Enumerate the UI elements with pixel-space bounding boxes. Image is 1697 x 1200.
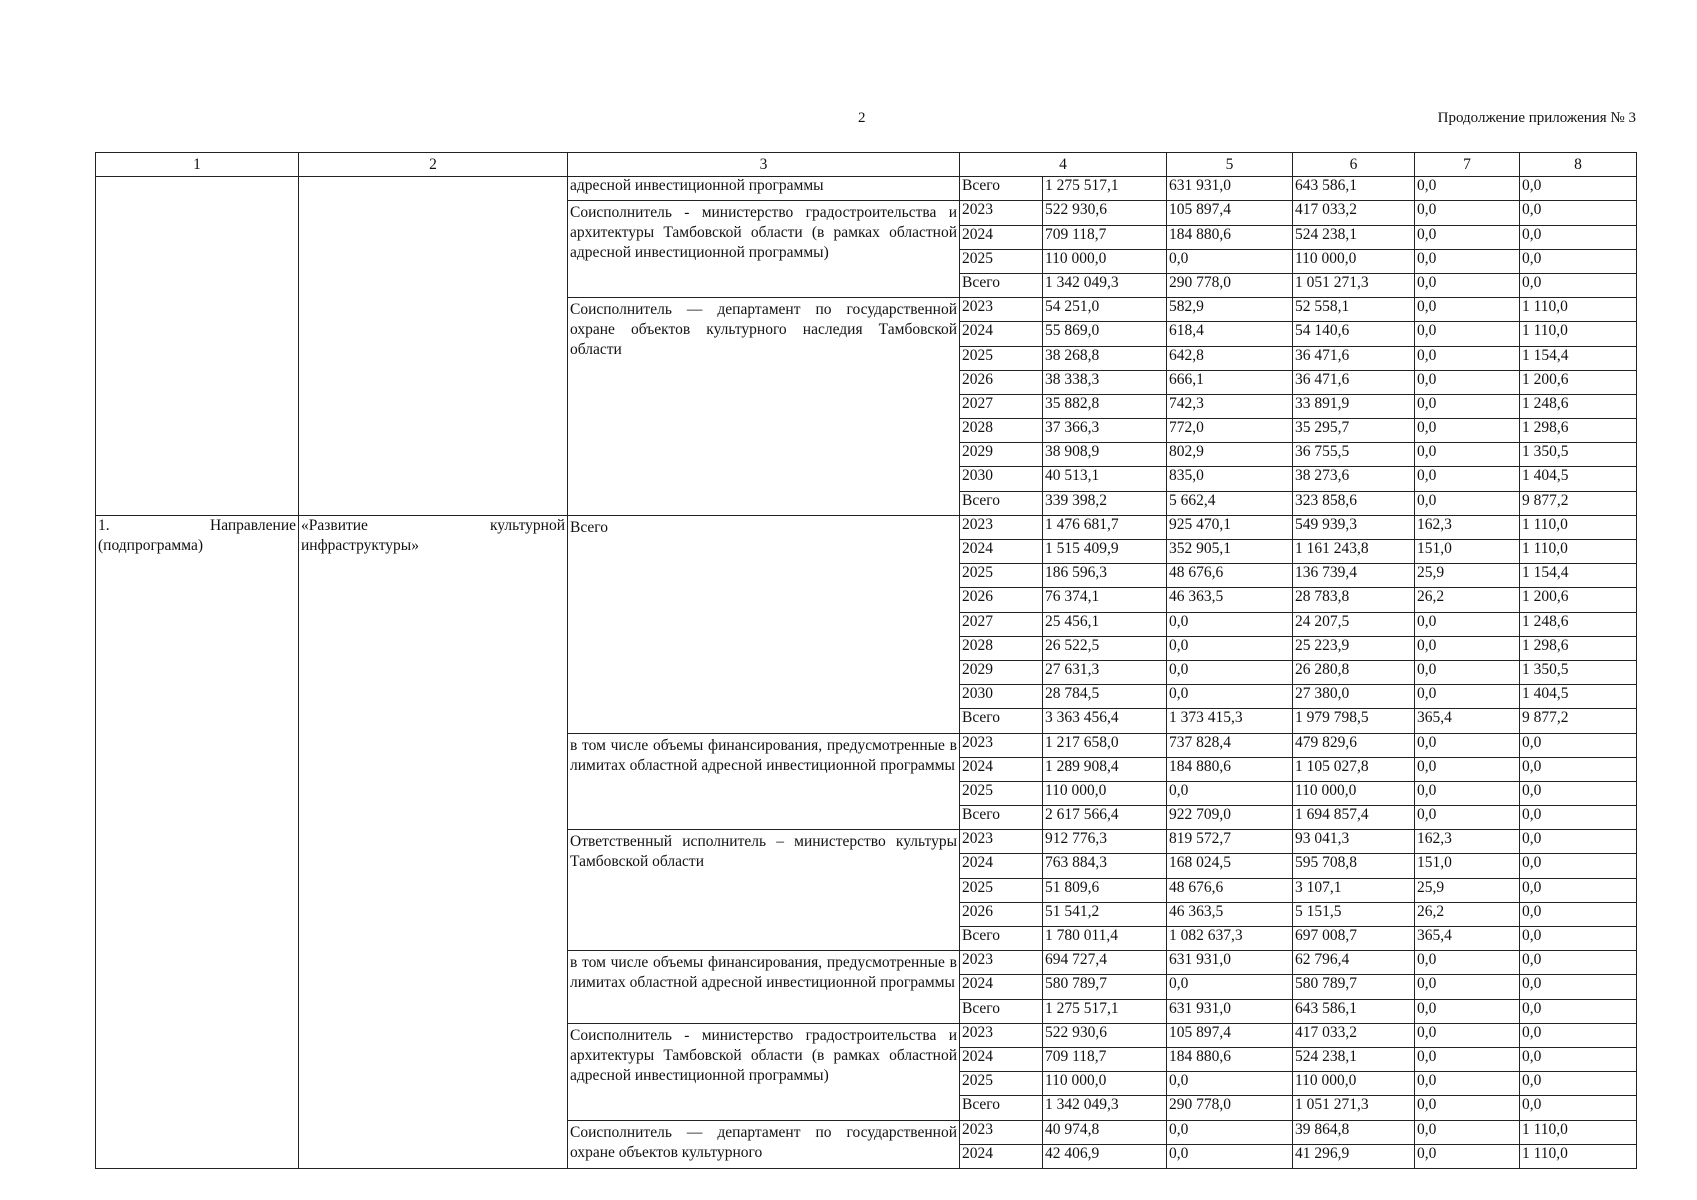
extra-cell: 0,0	[1520, 781, 1637, 805]
total-cell: 26 522,5	[1043, 636, 1167, 660]
local-cell: 0,0	[1415, 1023, 1520, 1047]
year-cell: 2025	[960, 249, 1043, 273]
column-number: 4	[960, 153, 1167, 177]
extra-cell: 0,0	[1520, 225, 1637, 249]
direction-cell: 1. Направление (подпрограмма)	[96, 515, 299, 1168]
year-cell: 2024	[960, 322, 1043, 346]
column-number: 1	[96, 153, 299, 177]
regional-cell: 41 296,9	[1293, 1144, 1415, 1168]
regional-cell: 24 207,5	[1293, 612, 1415, 636]
federal-cell: 631 931,0	[1167, 951, 1293, 975]
regional-cell: 323 858,6	[1293, 491, 1415, 515]
appendix-continuation-label: Продолжение приложения № 3	[1437, 110, 1636, 126]
funding-table-body	[96, 153, 1637, 1169]
year-cell: 2023	[960, 1023, 1043, 1047]
regional-cell: 549 939,3	[1293, 515, 1415, 539]
total-cell: 51 541,2	[1043, 902, 1167, 926]
local-cell: 0,0	[1415, 1072, 1520, 1096]
extra-cell: 1 404,5	[1520, 685, 1637, 709]
year-cell: 2027	[960, 612, 1043, 636]
year-cell: 2024	[960, 1144, 1043, 1168]
executor-cell: в том числе объемы финансирования, предусмотренные в лимитах областной адресной инвестиционной программы	[568, 733, 960, 830]
total-cell: 28 784,5	[1043, 685, 1167, 709]
local-cell: 0,0	[1415, 685, 1520, 709]
total-cell: 3 363 456,4	[1043, 709, 1167, 733]
total-cell: 1 275 517,1	[1043, 999, 1167, 1023]
total-cell: 522 930,6	[1043, 201, 1167, 225]
regional-cell: 26 280,8	[1293, 660, 1415, 684]
local-cell: 0,0	[1415, 1096, 1520, 1120]
year-cell: 2026	[960, 902, 1043, 926]
regional-cell: 110 000,0	[1293, 1072, 1415, 1096]
year-cell: 2024	[960, 854, 1043, 878]
year-cell: Всего	[960, 177, 1043, 201]
local-cell: 0,0	[1415, 1120, 1520, 1144]
regional-cell: 27 380,0	[1293, 685, 1415, 709]
local-cell: 0,0	[1415, 467, 1520, 491]
federal-cell: 666,1	[1167, 370, 1293, 394]
federal-cell: 631 931,0	[1167, 999, 1293, 1023]
local-cell: 365,4	[1415, 927, 1520, 951]
federal-cell: 46 363,5	[1167, 902, 1293, 926]
local-cell: 26,2	[1415, 588, 1520, 612]
federal-cell: 742,3	[1167, 394, 1293, 418]
local-cell: 0,0	[1415, 201, 1520, 225]
page-number: 2	[858, 110, 866, 126]
local-cell: 25,9	[1415, 878, 1520, 902]
year-cell: 2030	[960, 467, 1043, 491]
year-cell: 2024	[960, 975, 1043, 999]
year-cell: 2028	[960, 636, 1043, 660]
regional-cell: 93 041,3	[1293, 830, 1415, 854]
extra-cell: 9 877,2	[1520, 709, 1637, 733]
name-cell	[299, 177, 568, 516]
total-cell: 2 617 566,4	[1043, 806, 1167, 830]
total-cell: 763 884,3	[1043, 854, 1167, 878]
year-cell: 2024	[960, 1047, 1043, 1071]
federal-cell: 48 676,6	[1167, 878, 1293, 902]
regional-cell: 595 708,8	[1293, 854, 1415, 878]
regional-cell: 136 739,4	[1293, 564, 1415, 588]
federal-cell: 582,9	[1167, 298, 1293, 322]
extra-cell: 0,0	[1520, 927, 1637, 951]
local-cell: 0,0	[1415, 1144, 1520, 1168]
federal-cell: 1 373 415,3	[1167, 709, 1293, 733]
column-number: 8	[1520, 153, 1637, 177]
year-cell: 2023	[960, 515, 1043, 539]
regional-cell: 1 694 857,4	[1293, 806, 1415, 830]
regional-cell: 39 864,8	[1293, 1120, 1415, 1144]
regional-cell: 3 107,1	[1293, 878, 1415, 902]
local-cell: 0,0	[1415, 636, 1520, 660]
regional-cell: 417 033,2	[1293, 201, 1415, 225]
federal-cell: 290 778,0	[1167, 1096, 1293, 1120]
total-cell: 912 776,3	[1043, 830, 1167, 854]
total-cell: 1 515 409,9	[1043, 540, 1167, 564]
year-cell: 2026	[960, 370, 1043, 394]
extra-cell: 1 200,6	[1520, 370, 1637, 394]
extra-cell: 1 248,6	[1520, 612, 1637, 636]
federal-cell: 631 931,0	[1167, 177, 1293, 201]
extra-cell: 0,0	[1520, 1023, 1637, 1047]
federal-cell: 0,0	[1167, 1144, 1293, 1168]
extra-cell: 0,0	[1520, 854, 1637, 878]
federal-cell: 922 709,0	[1167, 806, 1293, 830]
federal-cell: 184 880,6	[1167, 225, 1293, 249]
column-number-row	[96, 153, 1637, 177]
total-cell: 1 342 049,3	[1043, 273, 1167, 297]
federal-cell: 46 363,5	[1167, 588, 1293, 612]
local-cell: 0,0	[1415, 273, 1520, 297]
extra-cell: 1 110,0	[1520, 540, 1637, 564]
extra-cell: 1 200,6	[1520, 588, 1637, 612]
local-cell: 0,0	[1415, 370, 1520, 394]
extra-cell: 0,0	[1520, 806, 1637, 830]
federal-cell: 0,0	[1167, 685, 1293, 709]
total-cell: 25 456,1	[1043, 612, 1167, 636]
extra-cell: 1 154,4	[1520, 346, 1637, 370]
year-cell: 2024	[960, 225, 1043, 249]
extra-cell: 9 877,2	[1520, 491, 1637, 515]
total-cell: 54 251,0	[1043, 298, 1167, 322]
local-cell: 0,0	[1415, 443, 1520, 467]
regional-cell: 643 586,1	[1293, 177, 1415, 201]
local-cell: 0,0	[1415, 806, 1520, 830]
column-number: 6	[1293, 153, 1415, 177]
year-cell: 2026	[960, 588, 1043, 612]
total-cell: 694 727,4	[1043, 951, 1167, 975]
extra-cell: 1 110,0	[1520, 1144, 1637, 1168]
regional-cell: 38 273,6	[1293, 467, 1415, 491]
federal-cell: 925 470,1	[1167, 515, 1293, 539]
table-row	[96, 515, 1637, 539]
regional-cell: 1 051 271,3	[1293, 1096, 1415, 1120]
year-cell: Всего	[960, 927, 1043, 951]
total-cell: 110 000,0	[1043, 1072, 1167, 1096]
year-cell: 2027	[960, 394, 1043, 418]
federal-cell: 5 662,4	[1167, 491, 1293, 515]
column-number: 2	[299, 153, 568, 177]
local-cell: 0,0	[1415, 612, 1520, 636]
regional-cell: 697 008,7	[1293, 927, 1415, 951]
extra-cell: 0,0	[1520, 878, 1637, 902]
local-cell: 0,0	[1415, 225, 1520, 249]
extra-cell: 1 110,0	[1520, 322, 1637, 346]
extra-cell: 0,0	[1520, 733, 1637, 757]
executor-cell: в том числе объемы финансирования, предусмотренные в лимитах областной адресной инвестиционной программы	[568, 951, 960, 1024]
local-cell: 0,0	[1415, 1047, 1520, 1071]
column-number: 3	[568, 153, 960, 177]
year-cell: Всего	[960, 999, 1043, 1023]
total-cell: 709 118,7	[1043, 1047, 1167, 1071]
local-cell: 26,2	[1415, 902, 1520, 926]
regional-cell: 36 755,5	[1293, 443, 1415, 467]
extra-cell: 0,0	[1520, 1047, 1637, 1071]
federal-cell: 105 897,4	[1167, 1023, 1293, 1047]
federal-cell: 105 897,4	[1167, 201, 1293, 225]
extra-cell: 0,0	[1520, 1072, 1637, 1096]
local-cell: 25,9	[1415, 564, 1520, 588]
extra-cell: 1 350,5	[1520, 443, 1637, 467]
direction-cell	[96, 177, 299, 516]
regional-cell: 54 140,6	[1293, 322, 1415, 346]
total-cell: 51 809,6	[1043, 878, 1167, 902]
local-cell: 0,0	[1415, 346, 1520, 370]
total-cell: 1 342 049,3	[1043, 1096, 1167, 1120]
total-cell: 37 366,3	[1043, 419, 1167, 443]
federal-cell: 184 880,6	[1167, 1047, 1293, 1071]
total-cell: 35 882,8	[1043, 394, 1167, 418]
regional-cell: 28 783,8	[1293, 588, 1415, 612]
column-number: 7	[1415, 153, 1520, 177]
extra-cell: 0,0	[1520, 975, 1637, 999]
total-cell: 1 476 681,7	[1043, 515, 1167, 539]
regional-cell: 524 238,1	[1293, 1047, 1415, 1071]
regional-cell: 5 151,5	[1293, 902, 1415, 926]
extra-cell: 1 298,6	[1520, 419, 1637, 443]
year-cell: Всего	[960, 1096, 1043, 1120]
total-cell: 1 275 517,1	[1043, 177, 1167, 201]
total-cell: 1 289 908,4	[1043, 757, 1167, 781]
year-cell: Всего	[960, 273, 1043, 297]
federal-cell: 0,0	[1167, 636, 1293, 660]
federal-cell: 0,0	[1167, 612, 1293, 636]
local-cell: 0,0	[1415, 177, 1520, 201]
regional-cell: 52 558,1	[1293, 298, 1415, 322]
regional-cell: 25 223,9	[1293, 636, 1415, 660]
extra-cell: 0,0	[1520, 830, 1637, 854]
federal-cell: 737 828,4	[1167, 733, 1293, 757]
local-cell: 162,3	[1415, 830, 1520, 854]
executor-cell: Соисполнитель — департамент по государственной охране объектов культурного наследия Тамбовской области	[568, 298, 960, 516]
regional-cell: 524 238,1	[1293, 225, 1415, 249]
total-cell: 709 118,7	[1043, 225, 1167, 249]
local-cell: 0,0	[1415, 733, 1520, 757]
extra-cell: 0,0	[1520, 249, 1637, 273]
federal-cell: 835,0	[1167, 467, 1293, 491]
federal-cell: 0,0	[1167, 249, 1293, 273]
total-cell: 38 338,3	[1043, 370, 1167, 394]
year-cell: Всего	[960, 491, 1043, 515]
year-cell: 2029	[960, 660, 1043, 684]
year-cell: 2023	[960, 830, 1043, 854]
local-cell: 365,4	[1415, 709, 1520, 733]
year-cell: 2025	[960, 564, 1043, 588]
federal-cell: 290 778,0	[1167, 273, 1293, 297]
regional-cell: 36 471,6	[1293, 346, 1415, 370]
total-cell: 40 513,1	[1043, 467, 1167, 491]
federal-cell: 802,9	[1167, 443, 1293, 467]
executor-cell: Соисполнитель — департамент по государственной охране объектов культурного	[568, 1120, 960, 1168]
local-cell: 162,3	[1415, 515, 1520, 539]
local-cell: 0,0	[1415, 999, 1520, 1023]
local-cell: 151,0	[1415, 540, 1520, 564]
year-cell: Всего	[960, 709, 1043, 733]
federal-cell: 184 880,6	[1167, 757, 1293, 781]
year-cell: 2025	[960, 1072, 1043, 1096]
extra-cell: 1 110,0	[1520, 298, 1637, 322]
regional-cell: 110 000,0	[1293, 249, 1415, 273]
local-cell: 0,0	[1415, 419, 1520, 443]
regional-cell: 479 829,6	[1293, 733, 1415, 757]
total-cell: 40 974,8	[1043, 1120, 1167, 1144]
local-cell: 0,0	[1415, 298, 1520, 322]
regional-cell: 36 471,6	[1293, 370, 1415, 394]
year-cell: Всего	[960, 806, 1043, 830]
local-cell: 0,0	[1415, 491, 1520, 515]
local-cell: 0,0	[1415, 951, 1520, 975]
year-cell: 2028	[960, 419, 1043, 443]
federal-cell: 0,0	[1167, 781, 1293, 805]
local-cell: 151,0	[1415, 854, 1520, 878]
federal-cell: 48 676,6	[1167, 564, 1293, 588]
regional-cell: 1 979 798,5	[1293, 709, 1415, 733]
regional-cell: 33 891,9	[1293, 394, 1415, 418]
local-cell: 0,0	[1415, 975, 1520, 999]
total-cell: 27 631,3	[1043, 660, 1167, 684]
total-cell: 1 780 011,4	[1043, 927, 1167, 951]
total-cell: 55 869,0	[1043, 322, 1167, 346]
total-cell: 76 374,1	[1043, 588, 1167, 612]
total-cell: 38 268,8	[1043, 346, 1167, 370]
year-cell: 2024	[960, 540, 1043, 564]
federal-cell: 772,0	[1167, 419, 1293, 443]
federal-cell: 0,0	[1167, 660, 1293, 684]
extra-cell: 1 110,0	[1520, 1120, 1637, 1144]
year-cell: 2023	[960, 733, 1043, 757]
extra-cell: 1 154,4	[1520, 564, 1637, 588]
year-cell: 2025	[960, 781, 1043, 805]
extra-cell: 0,0	[1520, 177, 1637, 201]
total-cell: 522 930,6	[1043, 1023, 1167, 1047]
local-cell: 0,0	[1415, 660, 1520, 684]
extra-cell: 1 404,5	[1520, 467, 1637, 491]
federal-cell: 168 024,5	[1167, 854, 1293, 878]
federal-cell: 0,0	[1167, 1072, 1293, 1096]
total-cell: 42 406,9	[1043, 1144, 1167, 1168]
column-number: 5	[1167, 153, 1293, 177]
total-cell: 186 596,3	[1043, 564, 1167, 588]
extra-cell: 0,0	[1520, 273, 1637, 297]
extra-cell: 1 298,6	[1520, 636, 1637, 660]
extra-cell: 1 248,6	[1520, 394, 1637, 418]
year-cell: 2025	[960, 346, 1043, 370]
extra-cell: 0,0	[1520, 1096, 1637, 1120]
year-cell: 2029	[960, 443, 1043, 467]
local-cell: 0,0	[1415, 781, 1520, 805]
federal-cell: 642,8	[1167, 346, 1293, 370]
local-cell: 0,0	[1415, 757, 1520, 781]
executor-cell: Соисполнитель - министерство градостроительства и архитектуры Тамбовской области (в рамках областной адресной инвестиционной программы)	[568, 201, 960, 298]
extra-cell: 0,0	[1520, 201, 1637, 225]
year-cell: 2025	[960, 878, 1043, 902]
federal-cell: 1 082 637,3	[1167, 927, 1293, 951]
executor-cell: адресной инвестиционной программы	[568, 177, 960, 201]
year-cell: 2023	[960, 1120, 1043, 1144]
extra-cell: 0,0	[1520, 902, 1637, 926]
executor-cell: Всего	[568, 515, 960, 733]
total-cell: 1 217 658,0	[1043, 733, 1167, 757]
regional-cell: 1 051 271,3	[1293, 273, 1415, 297]
federal-cell: 819 572,7	[1167, 830, 1293, 854]
federal-cell: 0,0	[1167, 975, 1293, 999]
year-cell: 2030	[960, 685, 1043, 709]
extra-cell: 1 350,5	[1520, 660, 1637, 684]
federal-cell: 352 905,1	[1167, 540, 1293, 564]
regional-cell: 62 796,4	[1293, 951, 1415, 975]
total-cell: 110 000,0	[1043, 249, 1167, 273]
total-cell: 38 908,9	[1043, 443, 1167, 467]
federal-cell: 0,0	[1167, 1120, 1293, 1144]
total-cell: 110 000,0	[1043, 781, 1167, 805]
name-cell: «Развитие культурной инфраструктуры»	[299, 515, 568, 1168]
local-cell: 0,0	[1415, 249, 1520, 273]
regional-cell: 643 586,1	[1293, 999, 1415, 1023]
year-cell: 2023	[960, 298, 1043, 322]
year-cell: 2024	[960, 757, 1043, 781]
year-cell: 2023	[960, 201, 1043, 225]
extra-cell: 0,0	[1520, 999, 1637, 1023]
regional-cell: 1 105 027,8	[1293, 757, 1415, 781]
total-cell: 339 398,2	[1043, 491, 1167, 515]
extra-cell: 1 110,0	[1520, 515, 1637, 539]
extra-cell: 0,0	[1520, 757, 1637, 781]
local-cell: 0,0	[1415, 322, 1520, 346]
year-cell: 2023	[960, 951, 1043, 975]
regional-cell: 580 789,7	[1293, 975, 1415, 999]
regional-cell: 1 161 243,8	[1293, 540, 1415, 564]
total-cell: 580 789,7	[1043, 975, 1167, 999]
regional-cell: 35 295,7	[1293, 419, 1415, 443]
table-row	[96, 177, 1637, 201]
regional-cell: 110 000,0	[1293, 781, 1415, 805]
extra-cell: 0,0	[1520, 951, 1637, 975]
federal-cell: 618,4	[1167, 322, 1293, 346]
local-cell: 0,0	[1415, 394, 1520, 418]
funding-table	[95, 152, 1637, 1169]
executor-cell: Ответственный исполнитель – министерство культуры Тамбовской области	[568, 830, 960, 951]
executor-cell: Соисполнитель - министерство градостроительства и архитектуры Тамбовской области (в рамках областной адресной инвестиционной программы)	[568, 1023, 960, 1120]
regional-cell: 417 033,2	[1293, 1023, 1415, 1047]
